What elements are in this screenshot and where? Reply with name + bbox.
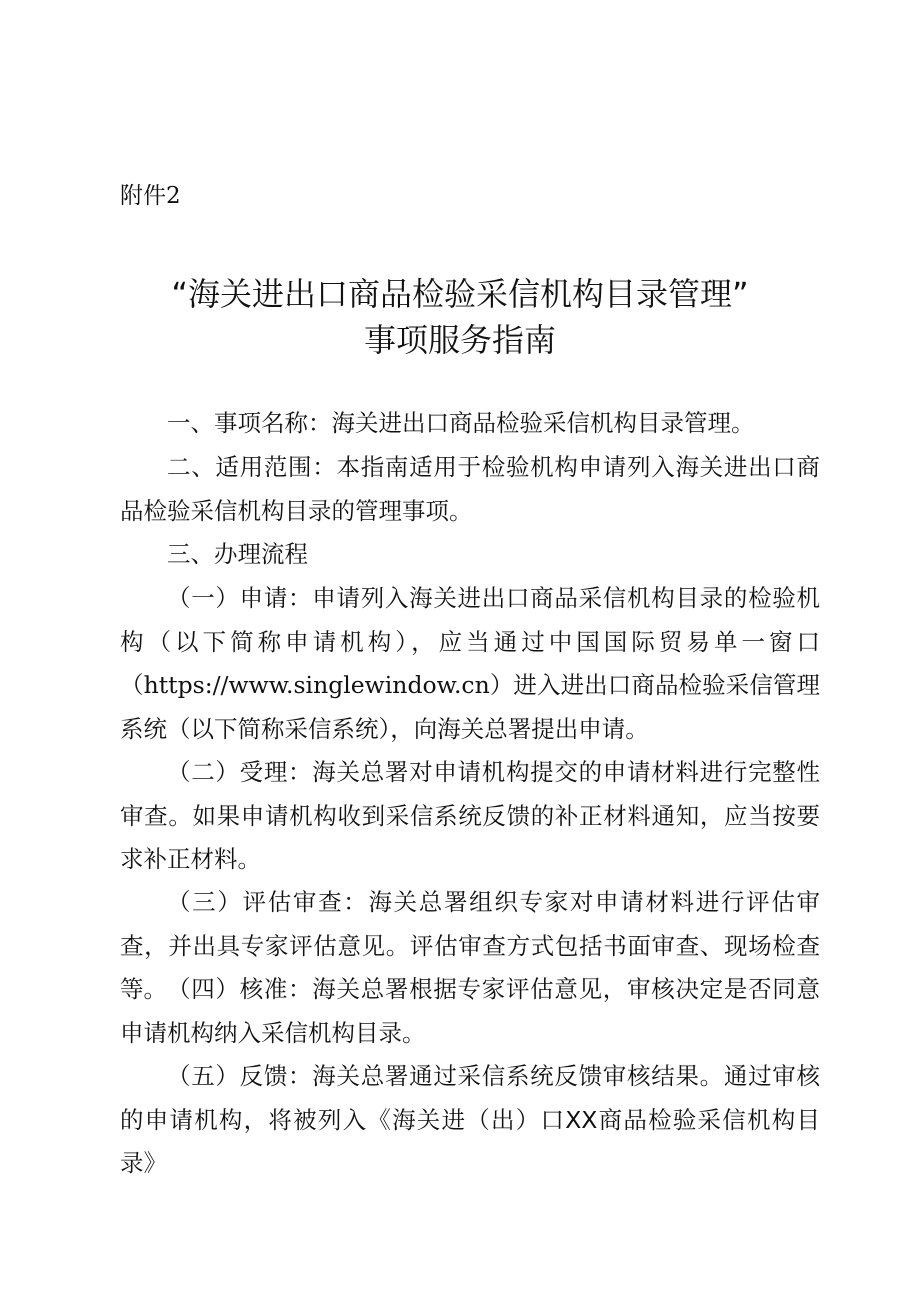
document-title-line2: 事项服务指南 [363,321,556,359]
single-window-url: https://www.singlewindow.cn [143,671,490,699]
process-step-apply-text-b: ）进入进出口商品检验采信管理系统（以下简称采信系统），向海关总署提出申请。 [120,671,821,743]
process-step-apply [120,577,820,751]
process-step-feedback: （五）反馈：海关总署通过采信系统反馈审核结果。通过审核的申请机构，将被列入《海关进（出）口XX商品检验采信机构目录》 [120,1062,820,1177]
section-scope: 二、适用范围：本指南适用于检验机构申请列入海关进出口商品检验采信机构目录的管理事项。 [120,453,820,525]
process-step-review: （三）评估审查：海关总署组织专家对申请材料进行评估审查，并出具专家评估意见。评估审查方式包括书面审查、现场检查等。 [120,888,820,1003]
section-process-heading: 三、办理流程 [167,540,308,568]
attachment-label: 附件2 [120,183,181,209]
document-title-line1: “海关进出口商品检验采信机构目录管理” [171,275,749,313]
section-item-name: 一、事项名称：海关进出口商品检验采信机构目录管理。 [167,409,755,437]
process-step-accept: （二）受理：海关总署对申请机构提交的申请材料进行完整性审查。如果申请机构收到采信系统反馈的补正材料通知，应当按要求补正材料。 [120,758,820,873]
process-step-apply-text-a: （一）申请：申请列入海关进出口商品采信机构目录的检验机构（以下简称申请机构），应当通过中国国际贸易单一窗口（ [120,584,820,699]
process-step-approve: （四）核准：海关总署根据专家评估意见，审核决定是否同意申请机构纳入采信机构目录。 [120,975,820,1047]
